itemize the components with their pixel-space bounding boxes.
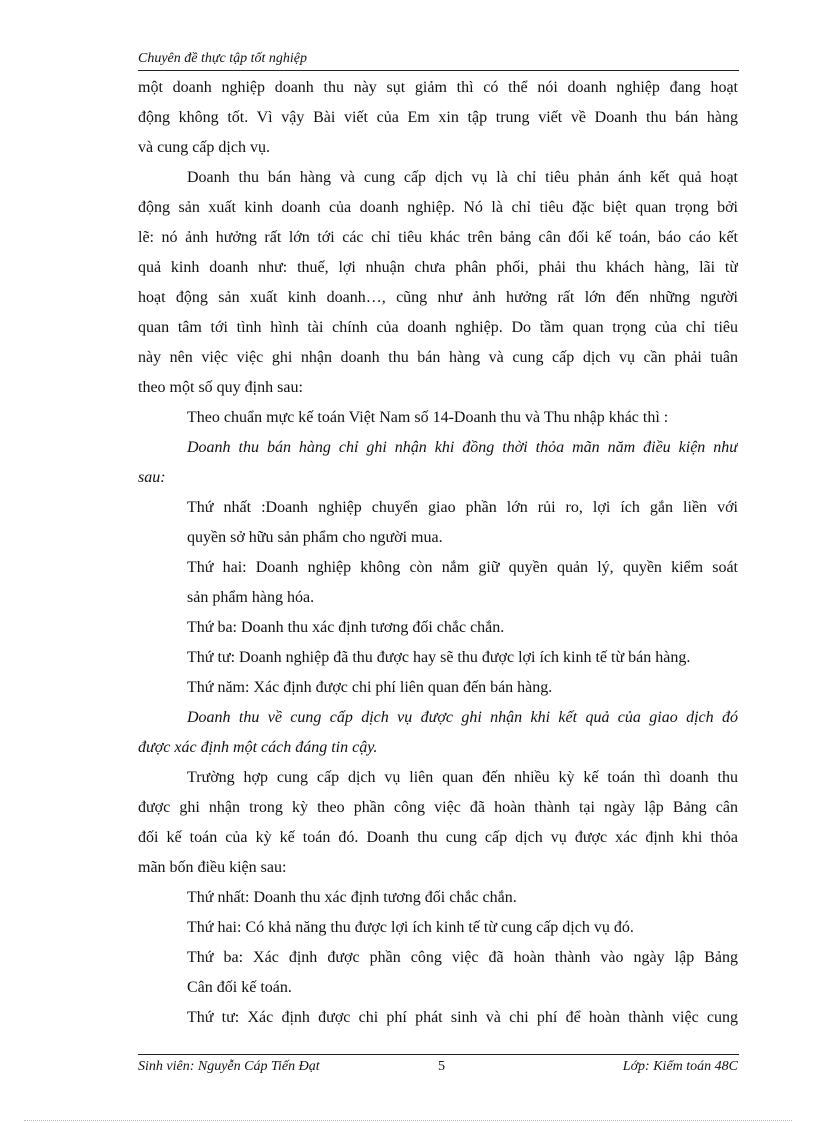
text-line: quyền sở hữu sản phẩm cho người mua. [187,529,443,546]
text-line-italic: Doanh thu bán hàng chỉ ghi nhận khi đồng thời thỏa mãn năm điều kiện như [187,439,738,456]
text-line: lẽ: nó ảnh hưởng rất lớn tới các chỉ tiêu khác trên bảng cân đối kế toán, báo cáo kết [138,229,738,246]
text-line-italic: được xác định một cách đáng tin cậy. [138,739,378,756]
text-line: động không tốt. Vì vậy Bài viết của Em xin tập trung viết về Doanh thu bán hàng [138,109,738,126]
text-line: quan tâm tới tình hình tài chính của doanh nghiệp. Do tầm quan trọng của chỉ tiêu [138,319,738,336]
footer-class-name: Lớp: Kiểm toán 48C [622,1059,738,1074]
page-header-title: Chuyên đề thực tập tốt nghiệp [138,51,307,66]
document-body [138,73,738,1033]
header-divider [138,70,739,71]
text-line: Thứ ba: Doanh thu xác định tương đối chắc chắn. [187,619,505,636]
text-line: Cân đối kế toán. [187,979,292,996]
text-line-italic: sau: [138,469,166,486]
text-line: được ghi nhận trong kỳ theo phần công việc đã hoàn thành tại ngày lập Bảng cân [138,799,738,816]
text-line: Thứ hai: Có khả năng thu được lợi ích kinh tế từ cung cấp dịch vụ đó. [187,919,634,936]
text-line: hoạt động sản xuất kinh doanh…, cũng như ảnh hưởng rất lớn đến những người [138,289,738,306]
text-line: một doanh nghiệp doanh thu này sụt giảm thì có thể nói doanh nghiệp đang hoạt [138,79,738,96]
text-line: Thứ nhất: Doanh thu xác định tương đối chắc chắn. [187,889,517,906]
text-line: Thứ tư: Doanh nghiệp đã thu được hay sẽ thu được lợi ích kinh tế từ bán hàng. [187,649,691,666]
text-line: quả kinh doanh như: thuế, lợi nhuận chưa phân phối, phải thu khách hàng, lãi từ [138,259,738,276]
text-line: mãn bốn điều kiện sau: [138,859,287,876]
text-line: Thứ năm: Xác định được chi phí liên quan đến bán hàng. [187,679,553,696]
text-line: sản phẩm hàng hóa. [187,589,315,606]
text-line: Thứ nhất :Doanh nghiệp chuyển giao phần lớn rủi ro, lợi ích gắn liền với [187,499,738,516]
text-line: này nên việc việc ghi nhận doanh thu bán hàng và cung cấp dịch vụ cần phải tuân [138,349,738,366]
text-line: Thứ tư: Xác định được chi phí phát sinh và chi phí để hoàn thành việc cung [187,1009,738,1026]
text-line-italic: Doanh thu về cung cấp dịch vụ được ghi nhận khi kết quả của giao dịch đó [187,709,738,726]
page-number: 5 [438,1059,445,1074]
text-line: Theo chuẩn mực kế toán Việt Nam số 14-Doanh thu và Thu nhập khác thì : [187,409,669,426]
text-line: theo một số quy định sau: [138,379,303,396]
text-line: Doanh thu bán hàng và cung cấp dịch vụ là chỉ tiêu phản ánh kết quả hoạt [187,169,738,186]
footer-divider [138,1054,739,1055]
page-bottom-edge [24,1120,792,1121]
footer-student-name: Sinh viên: Nguyễn Cáp Tiến Đạt [138,1059,320,1074]
text-line: Trường hợp cung cấp dịch vụ liên quan đến nhiều kỳ kế toán thì doanh thu [187,769,738,786]
text-line: Thứ ba: Xác định được phần công việc đã hoàn thành vào ngày lập Bảng [187,949,738,966]
text-line: và cung cấp dịch vụ. [138,139,270,156]
page-footer [138,1057,738,1077]
text-line: động sản xuất kinh doanh của doanh nghiệp. Nó là chỉ tiêu đặc biệt quan trọng bởi [138,199,738,216]
text-line: Thứ hai: Doanh nghiệp không còn nắm giữ quyền quản lý, quyền kiểm soát [187,559,738,576]
text-line: đối kế toán của kỳ kế toán đó. Doanh thu cung cấp dịch vụ được xác định khi thỏa [138,829,738,846]
